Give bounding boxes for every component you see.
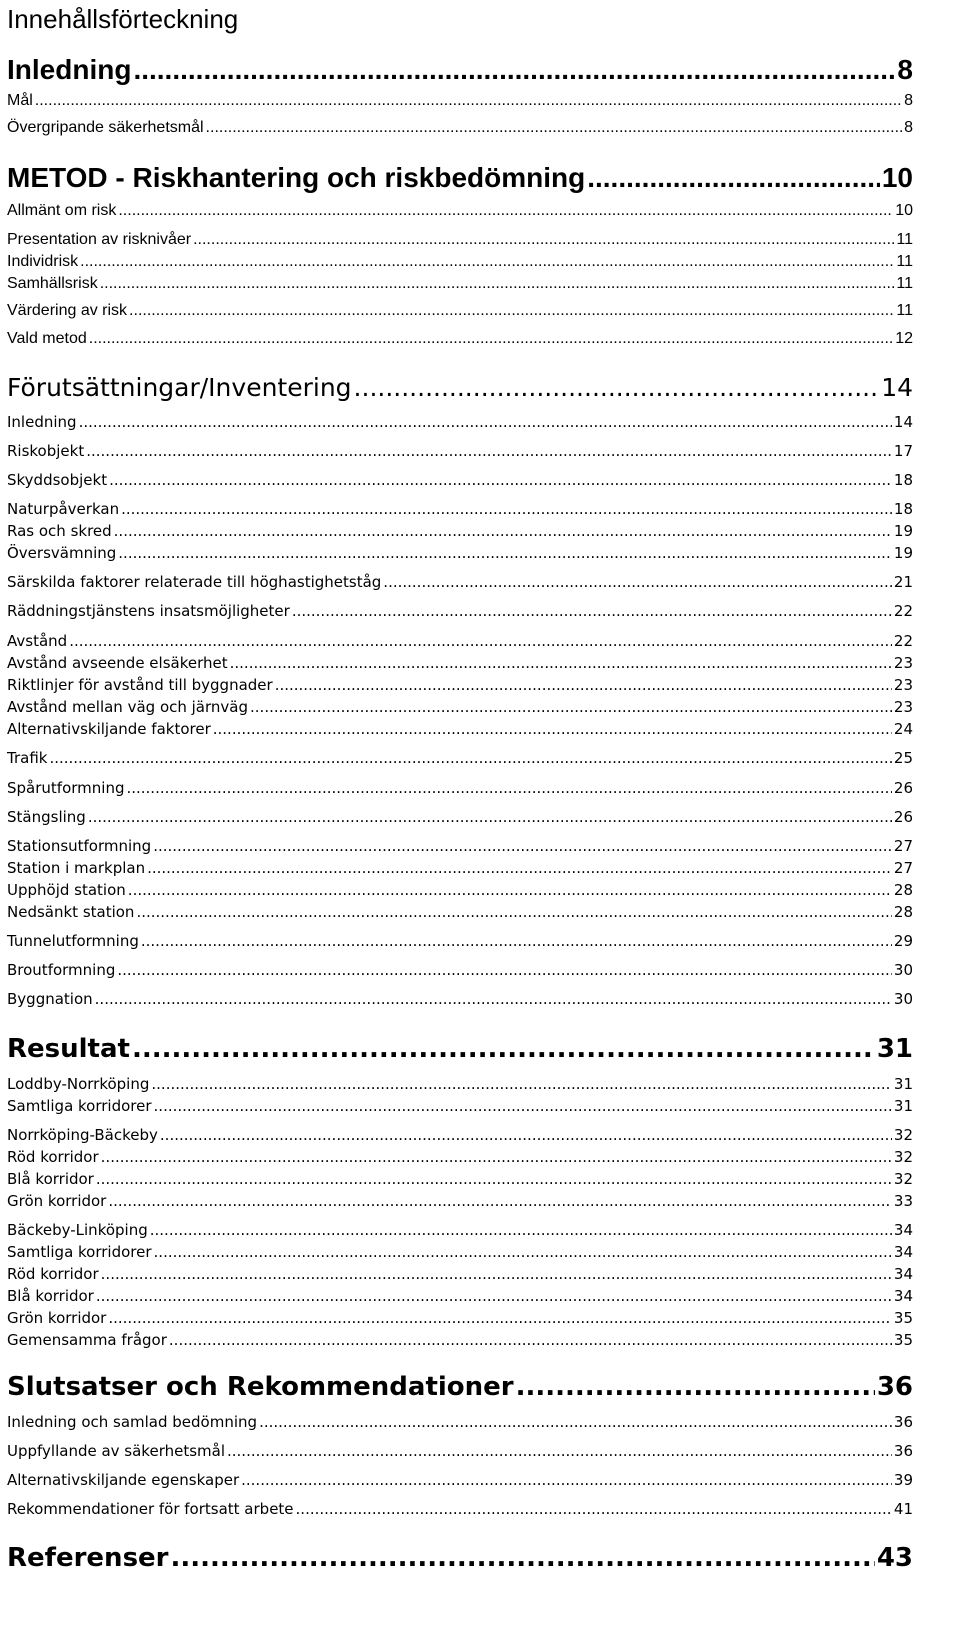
toc-entry-label: Allmänt om risk [7,202,117,219]
dot-leader [154,1097,892,1115]
dot-leader [171,1543,875,1573]
toc-entry-label: Riskobjekt [7,442,85,460]
toc-entry-label: Stationsutformning [7,837,152,855]
toc-entry-page-number: 19 [893,544,913,562]
toc-entry-page-number: 11 [896,302,913,319]
toc-entry-page-number: 11 [896,275,913,292]
toc-entry-page-number: 26 [893,779,913,797]
dot-leader [69,632,892,650]
dot-leader [150,1221,892,1239]
toc-subsection-entry[interactable] [7,1500,913,1518]
toc-entry-page-number: 31 [893,1097,913,1115]
dot-leader [230,654,892,672]
toc-entry-page-number: 36 [893,1442,913,1460]
toc-entry-label: Avstånd avseende elsäkerhet [7,654,228,672]
toc-entry-label: Referenser [7,1543,169,1573]
toc-entry-label: Röd korridor [7,1148,99,1166]
dot-leader [108,1309,892,1327]
dot-leader [129,302,894,320]
toc-entry-label: Nedsänkt station [7,903,135,921]
toc-subsection-entry[interactable] [7,1309,913,1327]
toc-entry-page-number: 23 [893,698,913,716]
toc-entry-page-number: 12 [895,330,913,347]
toc-entry-page-number: 36 [893,1413,913,1431]
toc-subsection-entry[interactable] [7,1192,913,1210]
toc-subsection-entry[interactable] [7,1075,913,1093]
toc-subsection-entry[interactable] [7,1170,913,1188]
toc-subsection-entry[interactable] [7,1097,913,1115]
toc-entry-page-number: 28 [893,903,913,921]
toc-entry-page-number: 32 [893,1148,913,1166]
toc-subsection-entry[interactable] [7,413,913,431]
toc-entry-label: Inledning [7,413,77,431]
toc-entry-page-number: 27 [893,859,913,877]
dot-leader [101,1265,892,1283]
toc-entry-label: Norrköping-Bäckeby [7,1126,158,1144]
dot-leader [86,442,892,460]
toc-entry-page-number: 18 [893,471,913,489]
toc-entry-page-number: 26 [893,808,913,826]
dot-leader [292,602,892,620]
toc-subsection-entry[interactable] [7,859,913,877]
toc-subsection-entry[interactable] [7,1148,913,1166]
toc-entry-label: Inledning [7,54,132,85]
toc-entry-page-number: 23 [893,676,913,694]
dot-leader [147,859,892,877]
dot-leader [118,202,893,220]
toc-subsection-entry[interactable] [7,1442,913,1460]
toc-subsection-entry[interactable] [7,275,913,293]
page-title: Innehållsförteckning [7,4,239,34]
toc-subsection-entry[interactable] [7,573,913,591]
dot-leader [132,1034,875,1064]
toc-subsection-entry[interactable] [7,92,913,110]
toc-entry-label: Presentation av risknivåer [7,231,192,248]
toc-subsection-entry[interactable] [7,881,913,899]
toc-entry-label: Övergripande säkerhetsmål [7,119,204,136]
toc-entry-label: Särskilda faktorer relaterade till höghastighetståg [7,573,382,591]
toc-entry-page-number: 11 [896,253,913,270]
toc-entry-page-number: 10 [881,162,913,193]
toc-entry-label: Upphöjd station [7,881,126,899]
toc-entry-page-number: 8 [897,54,913,85]
dot-leader [126,779,891,797]
toc-subsection-entry[interactable] [7,961,913,979]
dot-leader [95,990,892,1008]
toc-subsection-entry[interactable] [7,1471,913,1489]
toc-section-entry[interactable] [7,1034,913,1064]
dot-leader [101,1148,892,1166]
toc-subsection-entry[interactable] [7,302,913,320]
toc-entry-label: Värdering av risk [7,302,128,319]
dot-leader [193,231,894,249]
toc-entry-label: Byggnation [7,990,93,1008]
toc-subsection-entry[interactable] [7,808,913,826]
toc-entry-label: Slutsatser och Rekommendationer [7,1372,514,1402]
toc-entry-label: Vald metod [7,330,87,347]
toc-section-entry[interactable] [7,1372,913,1402]
dot-leader [259,1413,892,1431]
dot-leader [96,1170,892,1188]
toc-subsection-entry[interactable] [7,990,913,1008]
toc-entry-label: Station i markplan [7,859,146,877]
toc-entry-page-number: 28 [893,881,913,899]
toc-entry-page-number: 34 [893,1287,913,1305]
toc-entry-label: Grön korridor [7,1192,107,1210]
toc-entry-page-number: 22 [893,632,913,650]
dot-leader [121,500,892,518]
dot-leader [227,1442,892,1460]
toc-subsection-entry[interactable] [7,1126,913,1144]
dot-leader [153,837,892,855]
dot-leader [133,54,895,86]
dot-leader [35,92,902,110]
toc-subsection-entry[interactable] [7,1413,913,1431]
toc-entry-page-number: 36 [876,1372,913,1402]
toc-entry-page-number: 39 [893,1471,913,1489]
toc-subsection-entry[interactable] [7,500,913,518]
dot-leader [88,808,892,826]
toc-entry-label: Tunnelutformning [7,932,139,950]
toc-subsection-entry[interactable] [7,632,913,650]
toc-entry-label: Blå korridor [7,1287,94,1305]
toc-entry-label: Riktlinjer för avstånd till byggnader [7,676,273,694]
toc-entry-label: Blå korridor [7,1170,94,1188]
dot-leader [117,961,892,979]
dot-leader [128,881,892,899]
toc-entry-page-number: 25 [893,749,913,767]
dot-leader [587,162,880,194]
dot-leader [354,373,880,402]
toc-entry-page-number: 32 [893,1170,913,1188]
toc-entry-page-number: 8 [904,119,913,136]
dot-leader [250,698,892,716]
dot-leader [109,471,892,489]
dot-leader [275,676,892,694]
toc-entry-label: Resultat [7,1034,130,1064]
toc-subsection-entry[interactable] [7,231,913,249]
toc-entry-page-number: 43 [876,1543,913,1573]
toc-subsection-entry[interactable] [7,676,913,694]
toc-entry-label: Naturpåverkan [7,500,120,518]
toc-subsection-entry[interactable] [7,442,913,460]
dot-leader [151,1075,892,1093]
toc-subsection-entry[interactable] [7,654,913,672]
toc-subsection-entry[interactable] [7,837,913,855]
dot-leader [114,522,892,540]
toc-entry-label: Gemensamma frågor [7,1331,167,1349]
toc-entry-label: Alternativskiljande egenskaper [7,1471,240,1489]
dot-leader [160,1126,892,1144]
dot-leader [100,275,895,293]
dot-leader [49,749,891,767]
toc-entry-label: Loddby-Norrköping [7,1075,150,1093]
toc-subsection-entry[interactable] [7,720,913,738]
toc-entry-label: Grön korridor [7,1309,107,1327]
toc-subsection-entry[interactable] [7,544,913,562]
toc-entry-page-number: 24 [893,720,913,738]
toc-entry-page-number: 35 [893,1309,913,1327]
toc-entry-page-number: 31 [876,1034,913,1064]
toc-entry-label: Broutformning [7,961,116,979]
toc-subsection-entry[interactable] [7,698,913,716]
dot-leader [213,720,892,738]
dot-leader [89,330,893,348]
toc-subsection-entry[interactable] [7,253,913,271]
toc-entry-page-number: 14 [881,373,913,402]
toc-entry-label: Samhällsrisk [7,275,98,292]
toc-entry-page-number: 22 [893,602,913,620]
dot-leader [80,253,894,271]
toc-section-entry[interactable] [7,162,913,194]
toc-entry-label: Individrisk [7,253,79,270]
toc-entry-label: Räddningstjänstens insatsmöjligheter [7,602,290,620]
toc-entry-label: Avstånd [7,632,68,650]
toc-entry-label: METOD - Riskhantering och riskbedömning [7,162,586,193]
toc-entry-label: Uppfyllande av säkerhetsmål [7,1442,225,1460]
toc-subsection-entry[interactable] [7,1221,913,1239]
toc-entry-label: Mål [7,92,33,109]
toc-entry-label: Rekommendationer för fortsatt arbete [7,1500,294,1518]
dot-leader [96,1287,892,1305]
toc-entry-label: Avstånd mellan väg och järnväg [7,698,249,716]
dot-leader [206,119,903,137]
toc-subsection-entry[interactable] [7,779,913,797]
toc-entry-label: Samtliga korridorer [7,1243,152,1261]
toc-entry-page-number: 30 [893,961,913,979]
toc-entry-label: Bäckeby-Linköping [7,1221,148,1239]
toc-entry-page-number: 35 [893,1331,913,1349]
toc-entry-page-number: 41 [893,1500,913,1518]
toc-entry-page-number: 11 [896,231,913,248]
toc-subsection-entry[interactable] [7,749,913,767]
toc-entry-page-number: 23 [893,654,913,672]
toc-section-entry[interactable] [7,373,913,402]
toc-entry-label: Samtliga korridorer [7,1097,152,1115]
toc-subsection-entry[interactable] [7,1243,913,1261]
dot-leader [169,1331,892,1349]
toc-entry-page-number: 31 [893,1075,913,1093]
toc-entry-page-number: 30 [893,990,913,1008]
dot-leader [241,1471,892,1489]
toc-entry-label: Alternativskiljande faktorer [7,720,211,738]
toc-subsection-entry[interactable] [7,202,913,220]
toc-entry-label: Ras och skred [7,522,112,540]
toc-entry-page-number: 17 [893,442,913,460]
toc-subsection-entry[interactable] [7,1331,913,1349]
toc-entry-page-number: 32 [893,1126,913,1144]
toc-entry-page-number: 18 [893,500,913,518]
toc-subsection-entry[interactable] [7,903,913,921]
dot-leader [154,1243,892,1261]
toc-entry-page-number: 34 [893,1265,913,1283]
toc-entry-page-number: 29 [893,932,913,950]
toc-entry-label: Skyddsobjekt [7,471,108,489]
toc-subsection-entry[interactable] [7,1287,913,1305]
toc-entry-page-number: 27 [893,837,913,855]
dot-leader [141,932,892,950]
dot-leader [108,1192,892,1210]
toc-section-entry[interactable] [7,54,913,86]
toc-subsection-entry[interactable] [7,602,913,620]
dot-leader [136,903,891,921]
dot-leader [79,413,892,431]
toc-entry-page-number: 34 [893,1221,913,1239]
toc-subsection-entry[interactable] [7,522,913,540]
toc-entry-page-number: 10 [895,202,913,219]
dot-leader [383,573,892,591]
toc-entry-page-number: 33 [893,1192,913,1210]
dot-leader [296,1500,892,1518]
dot-leader [516,1372,875,1402]
dot-leader [118,544,892,562]
toc-entry-label: Stängsling [7,808,86,826]
toc-entry-label: Trafik [7,749,48,767]
toc-entry-page-number: 14 [893,413,913,431]
toc-entry-label: Inledning och samlad bedömning [7,1413,258,1431]
toc-subsection-entry[interactable] [7,330,913,348]
toc-entry-label: Röd korridor [7,1265,99,1283]
toc-entry-page-number: 21 [893,573,913,591]
toc-subsection-entry[interactable] [7,119,913,137]
toc-entry-page-number: 8 [904,92,913,109]
toc-subsection-entry[interactable] [7,932,913,950]
toc-section-entry[interactable] [7,1543,913,1573]
toc-subsection-entry[interactable] [7,1265,913,1283]
toc-entry-label: Spårutformning [7,779,125,797]
toc-subsection-entry[interactable] [7,471,913,489]
toc-entry-label: Förutsättningar/Inventering [7,373,352,402]
toc-entry-page-number: 19 [893,522,913,540]
toc-entry-page-number: 34 [893,1243,913,1261]
toc-entry-label: Översvämning [7,544,117,562]
